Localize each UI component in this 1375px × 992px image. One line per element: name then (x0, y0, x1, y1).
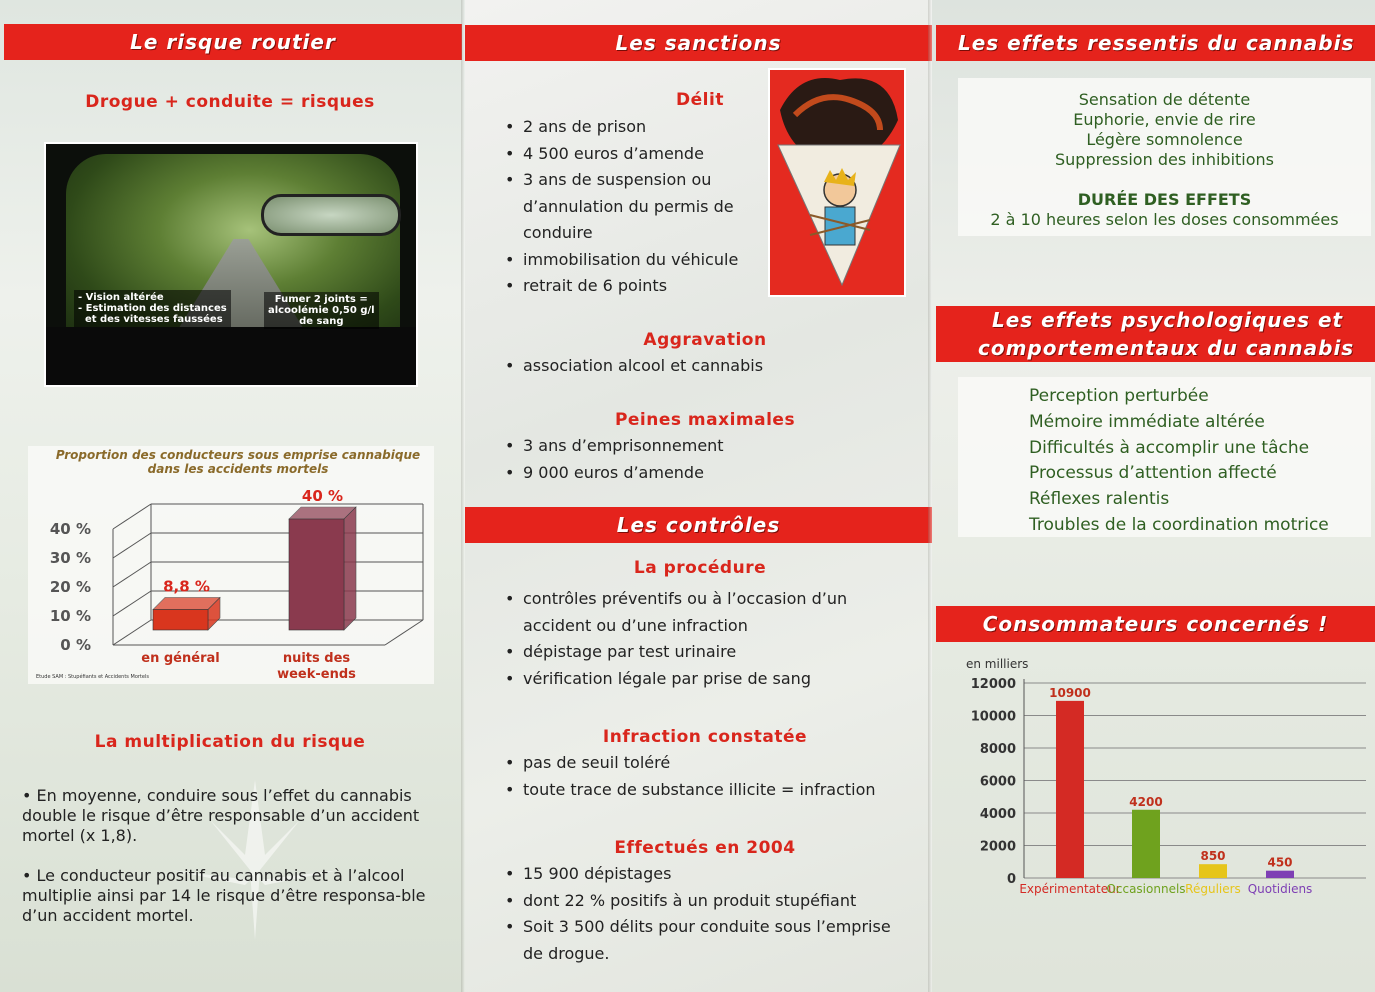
psy-line: Difficultés à accomplir une tâche (1029, 437, 1310, 458)
chart2-bar (1199, 864, 1227, 878)
psy-line: Perception perturbée (1029, 386, 1209, 406)
list-item: • toute trace de substance illicite = infraction (505, 777, 915, 804)
chart1-ytick: 10 % (49, 607, 91, 625)
list-item: • 3 ans de suspension ou d’annulation du permis de conduire (505, 167, 765, 247)
chart1-ytick: 0 % (60, 636, 91, 654)
car-interior-photo (44, 142, 418, 387)
list-item: • 2 ans de prison (505, 114, 765, 141)
chart1-gridline-side (113, 562, 151, 587)
chart1-floor-side (385, 620, 423, 645)
chart1-bar-side (344, 507, 356, 630)
effectues-title: Effectués en 2004 (614, 838, 796, 858)
chart2-bar (1266, 871, 1294, 878)
peines-list (505, 433, 905, 486)
header-sanctions (465, 25, 932, 61)
header-conso-text: Consommateurs concernés ! (982, 612, 1329, 636)
list-item: • 9 000 euros d’amende (505, 460, 905, 487)
chart2-ytick: 6000 (979, 774, 1016, 790)
effet-line: Sensation de détente (1078, 90, 1251, 109)
chart2-bar (1132, 810, 1160, 878)
chart1-gridline-side (113, 504, 151, 529)
chart2-value-label: 850 (1200, 849, 1226, 864)
psy-line: Processus d’attention affecté (1029, 463, 1277, 484)
list-item: • 4 500 euros d’amende (505, 141, 765, 168)
effet-line: Suppression des inhibitions (1055, 150, 1274, 169)
chart1-ytick: 20 % (49, 578, 91, 596)
chart2-category-label: Occasionnels (1106, 882, 1186, 896)
chart2-ylabel: en milliers (966, 657, 1029, 671)
header-risque-routier-text: Le risque routier (130, 30, 336, 54)
chart1-value-label: 8,8 % (163, 577, 210, 596)
effectues-list (505, 861, 915, 967)
chart1-gridline-side (113, 620, 151, 645)
psy-line: Troubles de la coordination motrice (1029, 514, 1329, 535)
header-psy-line1: Les effets psychologiques et (992, 308, 1344, 332)
list-item: • 15 900 dépistages (505, 861, 915, 888)
chart2-category-label: Expérimentateur (1019, 882, 1121, 896)
list-item: • Soit 3 500 délits pour conduite sous l’emprise de drogue. (505, 914, 915, 967)
chart1-svg (28, 480, 434, 684)
chart2-bar (1056, 701, 1084, 878)
psy-line: Mémoire immédiate altérée (1029, 411, 1265, 432)
chart1-source: Etude SAM : Stupéfiants et Accidents Mortels (36, 674, 149, 680)
chart2-ytick: 4000 (979, 807, 1016, 822)
psy-line: Réflexes ralentis (1029, 489, 1170, 510)
chart1-value-label: 40 % (301, 487, 344, 505)
chart2-ytick: 2000 (979, 839, 1016, 855)
psy-lines (1029, 384, 1369, 539)
header-controles (465, 507, 932, 543)
dashboard (46, 327, 416, 385)
subtitle-drogue-conduite: Drogue + conduite = risques (85, 92, 375, 112)
header-psy-line2: comportementaux du cannabis (978, 336, 1355, 360)
rearview-mirror (261, 194, 401, 236)
panel-risque-routier (0, 0, 465, 992)
list-item: • association alcool et cannabis (505, 353, 905, 380)
header-sanctions-text: Les sanctions (615, 31, 782, 55)
effet-line: Légère somnolence (1086, 130, 1243, 149)
effet-line: Euphorie, envie de rire (1073, 110, 1256, 129)
procedure-list (505, 586, 875, 692)
header-effets-psy (936, 306, 1375, 362)
header-controles-text: Les contrôles (616, 513, 781, 537)
list-item: • contrôles préventifs ou à l’occasion d’un accident ou d’une infraction (505, 586, 875, 639)
photo-caption-left: - Vision altérée - Estimation des distances et des vitesses faussées (74, 290, 231, 327)
chart1-category-label: week-ends (277, 667, 356, 682)
chart1-gridline-side (113, 533, 151, 558)
header-effets-text: Les effets ressentis du cannabis (958, 31, 1355, 55)
list-item: • vérification légale par prise de sang (505, 666, 875, 693)
list-item: • immobilisation du véhicule (505, 247, 765, 274)
chart2-category-label: Quotidiens (1247, 882, 1313, 896)
procedure-title: La procédure (633, 558, 767, 578)
chart2-value-label: 450 (1267, 855, 1293, 870)
infraction-title: Infraction constatée (602, 727, 808, 747)
chart2-ytick: 12000 (970, 677, 1016, 692)
chart2-ytick: 8000 (979, 742, 1016, 757)
photo-caption-right: Fumer 2 joints = alcoolémie 0,50 g/l de sang (264, 292, 379, 329)
infraction-list (505, 750, 915, 803)
chart1-ytick: 40 % (49, 520, 91, 538)
list-item: • 3 ans d’emprisonnement (505, 433, 905, 460)
duree-text: 2 à 10 heures selon les doses consommées (990, 210, 1339, 229)
header-consommateurs (936, 606, 1375, 642)
chart2-ytick: 10000 (970, 709, 1016, 725)
chart2-category-label: Réguliers (1185, 882, 1241, 896)
delit-list (505, 114, 765, 300)
peines-title: Peines maximales (614, 410, 796, 430)
chart1-bar (153, 609, 208, 630)
aggravation-title: Aggravation (643, 330, 767, 350)
chart1-ytick: 30 % (49, 549, 91, 567)
cartoon-joint-icon (770, 70, 906, 297)
chart1-title: Proportion des conducteurs sous emprise cannabique dans les accidents mortels (55, 448, 421, 476)
effets-lines (958, 90, 1371, 230)
chart1-gridline-side (113, 591, 151, 616)
chart1-category-label: en général (141, 651, 220, 666)
header-risque-routier (4, 24, 462, 60)
header-effets-ressentis (936, 25, 1375, 61)
chart1-bar (289, 519, 344, 630)
list-item: • dépistage par test urinaire (505, 639, 875, 666)
delit-title: Délit (676, 90, 724, 110)
chart1-category-label: nuits des (282, 651, 351, 666)
chart2-value-label: 10900 (1049, 685, 1091, 700)
paragraph-2: • Le conducteur positif au cannabis et à l’alcool multiplie ainsi par 14 le risque d’être responsa-ble d’un accident mortel. (22, 866, 426, 925)
chart2-ytick: 0 (1006, 872, 1016, 887)
aggravation-list (505, 353, 905, 380)
cartoon-illustration (768, 68, 906, 297)
panel-effets (932, 0, 1375, 992)
chart2-value-label: 4200 (1129, 794, 1163, 809)
duree-title: DURÉE DES EFFETS (1077, 190, 1252, 209)
list-item: • retrait de 6 points (505, 273, 765, 300)
list-item: • pas de seuil toléré (505, 750, 915, 777)
chart2-svg (958, 650, 1375, 900)
paragraph-1: • En moyenne, conduire sous l’effet du cannabis double le risque d’être responsable d’un accident mortel (x 1,8). (22, 786, 420, 845)
multiplication-title: La multiplication du risque (94, 732, 366, 752)
list-item: • dont 22 % positifs à un produit stupéfiant (505, 888, 915, 915)
